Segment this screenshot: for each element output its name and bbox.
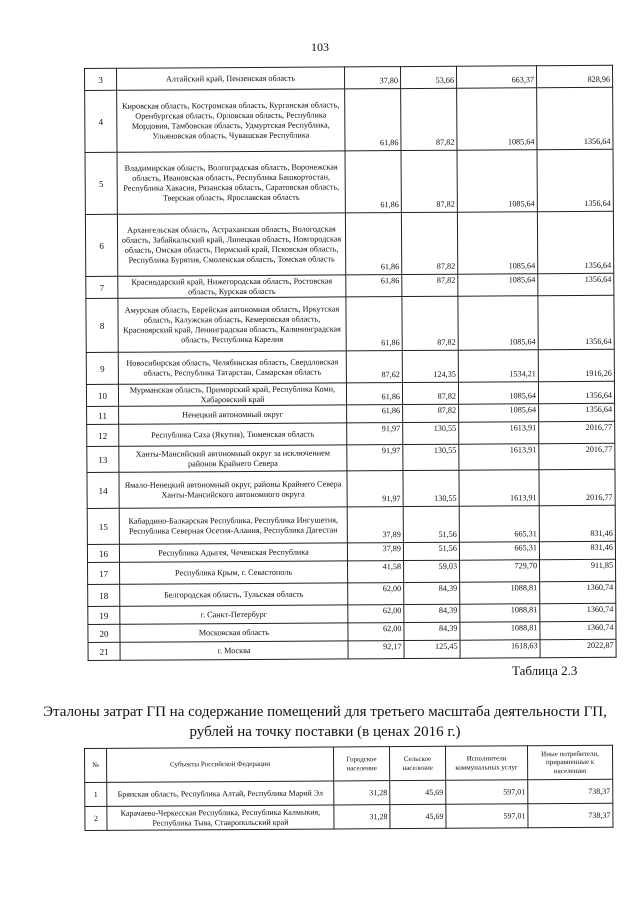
row-rural-value: 125,45 — [404, 640, 460, 658]
row-number: 6 — [85, 214, 117, 276]
row-region: Ханты-Мансийский автономный округ за исключением районов Крайнего Севера — [119, 445, 347, 472]
row-number: 21 — [88, 642, 120, 660]
header-region: Субъекты Российской Федерации — [107, 747, 334, 782]
row-utilities-value: 1085,64 — [459, 404, 539, 422]
row-rural-value: 87,82 — [401, 212, 457, 274]
row-rural-value: 53,66 — [400, 66, 456, 88]
row-other-value: 1356,64 — [539, 403, 615, 421]
header-urban: Городское население — [333, 747, 389, 781]
row-number: 5 — [85, 152, 117, 214]
row-region: Владимирская область, Волгоградская область, Воронежская область, Ивановская область, Республика Башкортостан, Республика Хакасия, Рязанская область, Саратовская область, Тверская область, Ярославская область — [117, 151, 345, 214]
row-region: Кировская область, Костромская область, Курганская область, Оренбургская область, Орловская область, Республика Мордовия, Тамбовская область, Удмуртская Республика, Ульяновская область, Чувашская Республика — [117, 89, 345, 152]
row-rural-value: 87,82 — [401, 150, 457, 212]
row-rural-value: 51,56 — [403, 542, 459, 560]
row-other-value: 2016,77 — [539, 421, 615, 443]
table-row — [85, 87, 613, 152]
row-utilities-value: 1613,91 — [459, 470, 539, 506]
row-number: 7 — [86, 276, 118, 298]
row-rural-value: 130,55 — [403, 470, 459, 506]
row-utilities-value: 1085,64 — [458, 382, 538, 404]
row-number: 19 — [88, 606, 120, 624]
row-utilities-value: 1085,64 — [457, 212, 537, 274]
row-region: Белгородская область, Тульская область — [120, 583, 348, 606]
row-region: Московская область — [120, 623, 348, 642]
row-utilities-value: 1085,64 — [457, 88, 537, 150]
row-utilities-value: 1085,64 — [458, 274, 538, 296]
row-urban-value: 61,86 — [345, 89, 401, 151]
row-region: Республика Адыгея, Чеченская Республика — [119, 543, 347, 562]
row-urban-value: 61,86 — [346, 275, 402, 297]
row-urban-value: 31,28 — [334, 805, 390, 829]
table-row — [87, 421, 615, 446]
row-region: Брянская область, Республика Алтай, Республика Марий Эл — [107, 781, 334, 806]
row-number: 4 — [85, 90, 117, 152]
row-rural-value: 124,35 — [402, 350, 458, 382]
table-row — [88, 559, 616, 584]
table-row — [86, 381, 614, 406]
row-other-value: 1916,26 — [538, 349, 614, 381]
row-utilities-value: 729,70 — [460, 560, 540, 582]
row-utilities-value: 1088,81 — [460, 622, 540, 640]
table-row — [85, 149, 613, 214]
row-other-value: 1360,74 — [540, 621, 616, 639]
table-row — [87, 505, 615, 544]
row-rural-value: 84,39 — [404, 604, 460, 622]
row-utilities-value: 1088,81 — [460, 582, 540, 604]
header-other: Иные потребители, приравненные к населению — [527, 745, 612, 780]
row-region: г. Москва — [120, 641, 348, 660]
table-row — [86, 273, 614, 298]
row-other-value: 828,96 — [536, 65, 612, 87]
row-rural-value: 130,55 — [403, 422, 459, 444]
row-utilities-value: 1085,64 — [457, 150, 537, 212]
row-other-value: 911,85 — [540, 559, 616, 581]
row-utilities-value: 1613,91 — [459, 422, 539, 444]
table-row — [87, 443, 615, 472]
row-utilities-value: 597,01 — [446, 780, 528, 805]
row-utilities-value: 665,31 — [459, 506, 539, 542]
row-region: Ненецкий автономный округ — [119, 405, 347, 424]
row-urban-value: 62,00 — [348, 605, 404, 623]
row-region: Амурская область, Еврейская автономная область, Иркутская область, Калужская область, Кемеровская область, Красноярский край, Ленинградская область, Калининградская область, Республика Карелия — [118, 297, 346, 352]
row-rural-value: 87,82 — [401, 88, 457, 150]
row-number: 17 — [88, 562, 120, 584]
row-urban-value: 61,86 — [346, 383, 402, 405]
row-urban-value: 37,89 — [347, 507, 403, 543]
row-utilities-value: 1534,21 — [458, 350, 538, 382]
row-utilities-value: 1085,64 — [458, 296, 538, 350]
row-other-value: 831,46 — [539, 505, 615, 541]
row-rural-value: 84,39 — [404, 622, 460, 640]
row-rural-value: 87,82 — [403, 404, 459, 422]
row-rural-value: 130,55 — [403, 444, 459, 470]
row-region: Алтайский край, Пензенская область — [117, 67, 345, 90]
row-utilities-value: 665,31 — [459, 542, 539, 560]
row-number: 14 — [87, 472, 119, 508]
row-urban-value: 91,97 — [347, 471, 403, 507]
row-region: Кабардино-Балкарская Республика, Республика Ингушетия, Республика Северная Осетия-Алания, Республика Дагестан — [119, 507, 347, 544]
row-other-value: 1356,64 — [538, 273, 614, 295]
table-row — [85, 803, 613, 830]
row-other-value: 1356,64 — [537, 149, 613, 211]
row-number: 13 — [87, 446, 119, 472]
row-utilities-value: 1613,91 — [459, 444, 539, 470]
row-region: Республика Саха (Якутия), Тюменская область — [119, 423, 347, 446]
cost-standards-table-continued — [84, 65, 617, 661]
row-urban-value: 91,97 — [347, 445, 403, 471]
row-urban-value: 91,97 — [347, 423, 403, 445]
row-utilities-value: 663,37 — [456, 66, 536, 88]
row-rural-value: 51,56 — [403, 506, 459, 542]
row-utilities-value: 597,01 — [446, 804, 528, 829]
row-number: 3 — [85, 68, 117, 90]
row-urban-value: 37,89 — [347, 543, 403, 561]
row-urban-value: 62,00 — [348, 583, 404, 605]
row-other-value: 1360,74 — [540, 581, 616, 603]
table-header-row — [85, 745, 613, 782]
row-number: 2 — [85, 806, 107, 830]
row-number: 18 — [88, 584, 120, 606]
table-row — [88, 581, 616, 606]
row-other-value: 738,37 — [528, 779, 613, 804]
row-number: 16 — [87, 544, 119, 562]
row-region: Новосибирская область, Челябинская область, Свердловская область, Республика Татарстан, Самарская область — [118, 351, 346, 384]
row-urban-value: 61,86 — [345, 213, 401, 275]
page-number: 103 — [311, 40, 329, 54]
row-urban-value: 31,28 — [334, 781, 390, 805]
row-rural-value: 87,82 — [402, 296, 458, 350]
row-rural-value: 45,69 — [390, 780, 446, 804]
row-region: Карачаево-Черкесская Республика, Республика Калмыкия, Республика Тыва, Ставропольский край — [107, 805, 334, 830]
row-region: Мурманская область, Приморский край, Республика Коми, Хабаровский край — [118, 383, 346, 406]
table-row — [85, 779, 613, 806]
row-number: 8 — [86, 298, 118, 352]
row-other-value: 738,37 — [528, 803, 613, 828]
row-rural-value: 87,82 — [402, 274, 458, 296]
row-urban-value: 62,00 — [348, 623, 404, 641]
row-region: Краснодарский край, Нижегородская область, Ростовская область, Курская область — [118, 275, 346, 298]
row-utilities-value: 1618,63 — [460, 640, 540, 658]
row-urban-value: 61,86 — [347, 405, 403, 423]
row-number: 15 — [87, 508, 119, 544]
row-other-value: 1356,64 — [537, 87, 613, 149]
row-number: 9 — [86, 352, 118, 384]
row-number: 1 — [85, 782, 107, 806]
row-other-value: 2016,77 — [539, 469, 615, 505]
row-urban-value: 92,17 — [348, 641, 404, 659]
row-urban-value: 41,58 — [348, 561, 404, 583]
table-row — [85, 65, 613, 90]
row-other-value: 1360,74 — [540, 603, 616, 621]
row-rural-value: 59,03 — [404, 560, 460, 582]
row-urban-value: 37,80 — [344, 67, 400, 89]
header-num: № — [85, 748, 107, 782]
table-row — [87, 469, 615, 508]
row-rural-value: 84,39 — [404, 582, 460, 604]
row-region: Республика Крым, г. Севастополь — [120, 561, 348, 584]
row-utilities-value: 1088,81 — [460, 604, 540, 622]
table-row — [86, 349, 614, 384]
row-rural-value: 45,69 — [390, 804, 446, 828]
table-title: Эталоны затрат ГП на содержание помещений для третьего масштаба деятельности ГП, рублей на точку поставки (в ценах 2016 г.) — [43, 704, 607, 740]
row-other-value: 1356,64 — [538, 381, 614, 403]
row-region: Ямало-Ненецкий автономный округ, районы Крайнего Севера Ханты-Мансийского автономного округа — [119, 471, 347, 508]
header-rural: Сельское население — [389, 746, 445, 780]
row-other-value: 1356,64 — [538, 295, 614, 349]
row-region: г. Санкт-Петербург — [120, 605, 348, 624]
cost-standards-table-third-scale — [84, 745, 613, 831]
row-other-value: 2016,77 — [539, 443, 615, 469]
row-number: 11 — [87, 406, 119, 424]
header-utilities: Исполнители коммунальных услуг — [445, 746, 527, 781]
row-urban-value: 61,86 — [345, 151, 401, 213]
table-row — [86, 295, 614, 352]
row-region: Архангельская область, Астраханская область, Вологодская область, Забайкальский край, Липецкая область, Новгородская область, Омская область, Пермский край, Псковская область, Республика Бурятия, Смоленская область, Томская область — [117, 213, 345, 276]
row-other-value: 831,46 — [539, 541, 615, 559]
table-caption: Таблица 2.3 — [512, 663, 578, 678]
row-rural-value: 87,82 — [402, 382, 458, 404]
row-number: 12 — [87, 424, 119, 446]
table-row — [85, 211, 613, 276]
row-number: 20 — [88, 624, 120, 642]
row-urban-value: 87,62 — [346, 351, 402, 383]
table-row — [88, 639, 616, 660]
row-number: 10 — [86, 384, 118, 406]
row-urban-value: 61,86 — [346, 297, 402, 351]
row-other-value: 1356,64 — [537, 211, 613, 273]
row-other-value: 2022,87 — [540, 639, 616, 657]
